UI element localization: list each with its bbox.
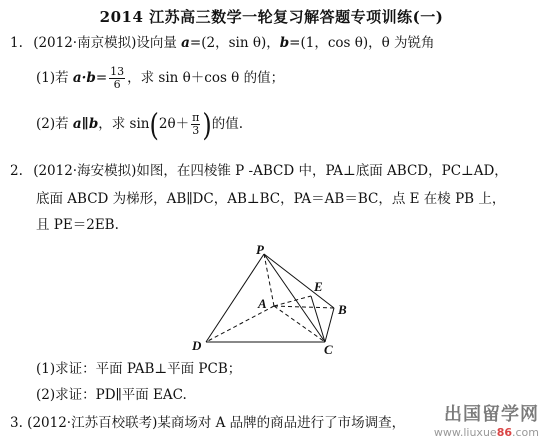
vertex-label-B: B	[338, 302, 347, 317]
problem-1-text-a: 设向量	[136, 35, 182, 51]
watermark-url-prefix: www.liuxue	[433, 426, 497, 439]
part-text: ，求 sin	[98, 116, 150, 132]
right-paren: )	[202, 106, 212, 143]
vector-a: a	[181, 35, 190, 51]
point-label-E: E	[314, 279, 323, 294]
angle-expression: 2θ＋	[158, 116, 190, 132]
edge-PC	[264, 254, 325, 342]
part-label: (2)若	[36, 116, 73, 132]
edge-PB	[264, 254, 334, 308]
equals-sign: =	[95, 70, 108, 86]
problem-1-line	[10, 34, 435, 52]
vertex-label-A: A	[258, 296, 267, 311]
problem-2-text: (2012·海安模拟)如图，在四棱锥 P -ABCD 中，PA⊥底面 ABCD，PC⊥AD，	[33, 163, 508, 179]
problem-2-part-2: (2)求证：PD∥平面 EAC.	[36, 387, 187, 403]
dot-product: a·b	[72, 70, 96, 86]
edge-AB	[274, 306, 334, 308]
problem-2-part-1: (1)求证：平面 PAB⊥平面 PCB；	[36, 361, 242, 377]
problem-1-source: (2012·南京模拟)	[33, 35, 137, 51]
problem-1-part-2	[36, 106, 243, 143]
problem-2-number: 2.	[10, 163, 23, 179]
segment-AE	[274, 296, 311, 306]
edge-PD	[206, 254, 264, 342]
vertex-label-D: D	[192, 338, 202, 353]
fraction-numerator: π	[192, 111, 200, 124]
pyramid-figure	[180, 244, 370, 354]
problem-3-line: 3. (2012·江苏百校联考)某商场对 A 品牌的商品进行了市场调查，	[10, 415, 406, 431]
site-watermark	[434, 400, 539, 439]
parallel-vectors: a∥b	[72, 116, 99, 132]
part-label: (1)若	[36, 70, 73, 86]
edge-CB	[325, 308, 334, 342]
part-text: 的值.	[211, 116, 243, 132]
page-title: 2014 江苏高三数学一轮复习解答题专项训练(一)	[99, 8, 444, 26]
fraction-denominator: 6	[113, 78, 121, 91]
vector-b: b	[279, 35, 290, 51]
watermark-chinese: 出国留学网	[444, 404, 539, 425]
problem-1-text-e: =(1，cos θ)，θ 为锐角	[289, 35, 435, 51]
fraction-13-6	[109, 66, 125, 91]
left-paren: (	[149, 106, 159, 143]
problem-2-line-2: 底面 ABCD 为梯形，AB∥DC，AB⊥BC，PA＝AB＝BC，点 E 在棱 PB 上，	[36, 191, 506, 207]
problem-2-line-1	[10, 162, 508, 180]
vertex-label-P: P	[256, 244, 264, 257]
problem-1-part-1	[36, 66, 284, 91]
watermark-url-highlight: 86	[496, 426, 512, 439]
problem-1-number: 1.	[10, 35, 23, 51]
vertex-label-C: C	[324, 342, 333, 354]
segment-AC	[274, 306, 325, 342]
segment-EC	[311, 296, 325, 342]
problem-2-line-3: 且 PE＝2EB.	[36, 217, 119, 233]
fraction-pi-3	[191, 112, 200, 137]
fraction-numerator: 13	[110, 65, 125, 78]
problem-1-text-c: =(2，sin θ)，	[189, 35, 280, 51]
watermark-url-suffix: .com	[512, 426, 539, 439]
fraction-denominator: 3	[192, 124, 200, 137]
edge-AD	[206, 306, 274, 342]
part-text: ，求 sin θ＋cos θ 的值；	[127, 70, 285, 86]
watermark-url	[434, 426, 539, 439]
